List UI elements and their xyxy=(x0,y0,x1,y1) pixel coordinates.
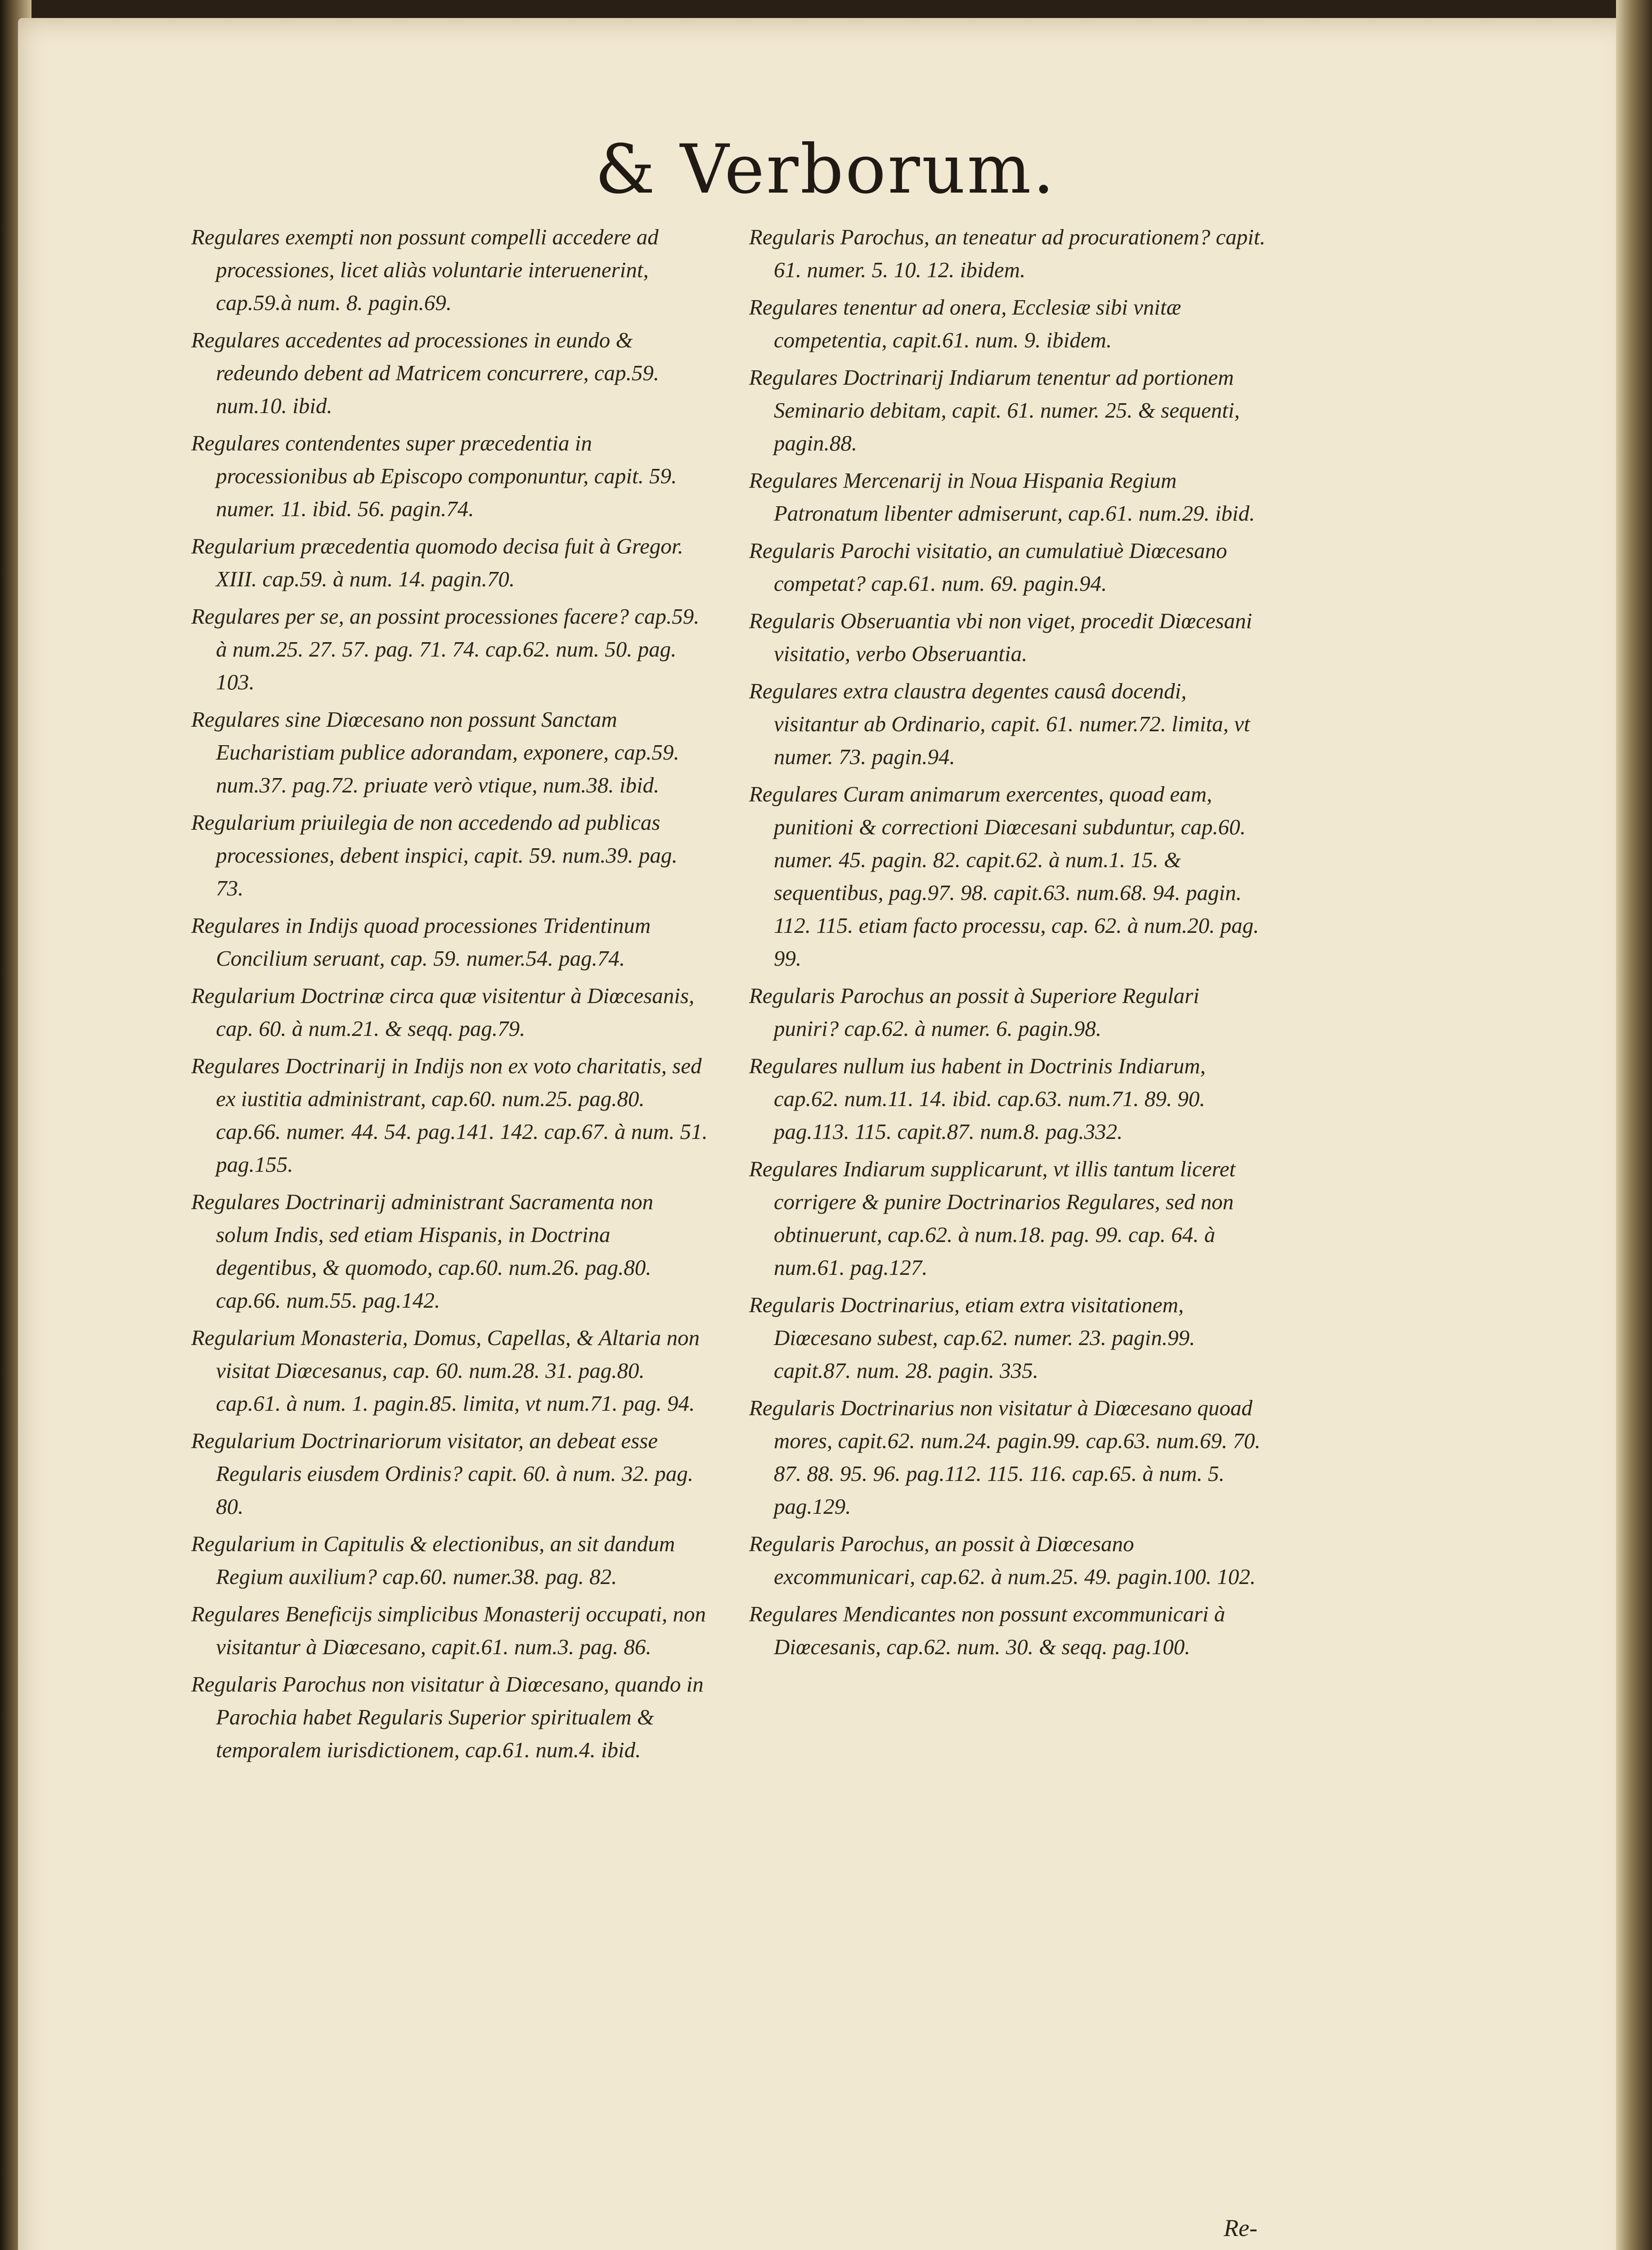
index-entry: Regularis Parochus, an teneatur ad procurationem? capit. 61. numer. 5. 10. 12. ibidem. xyxy=(749,225,1266,282)
index-entry: Regulares Doctrinarij administrant Sacramenta non solum Indis, sed etiam Hispanis, in Doctrina degentibus, & quomodo, cap.60. num.26. pag.80. cap.66. num.55. pag.142. xyxy=(191,1189,654,1313)
index-entry: Regulares Mendicantes non possunt excommunicari à Diœcesanis, cap.62. num. 30. & seqq. pag.100. xyxy=(749,1602,1226,1659)
index-entry: Regularis Parochus an possit à Superiore Regulari puniri? cap.62. à numer. 6. pagin.98. xyxy=(749,983,1199,1041)
index-entry: Regularium præcedentia quomodo decisa fuit à Gregor. XIII. cap.59. à num. 14. pagin.70. xyxy=(191,534,683,591)
index-entry: Regulares exempti non possunt compelli accedere ad processiones, licet aliàs voluntarie interuenerint, cap.59.à num. 8. pagin.69. xyxy=(191,225,659,315)
index-entry: Regulares in Indijs quoad processiones Tridentinum Concilium seruant, cap. 59. numer.54. pag.74. xyxy=(191,913,651,971)
index-entry: Regularis Parochus, an possit à Diœcesano excommunicari, cap.62. à num.25. 49. pagin.100. 102. xyxy=(749,1531,1256,1589)
index-entry: Regularium Doctrinariorum visitator, an debeat esse Regularis eiusdem Ordinis? capit. 60. à num. 32. pag. 80. xyxy=(191,1428,694,1519)
index-entry: Regularis Parochi visitatio, an cumulatiuè Diœcesano competat? cap.61. num. 69. pagin.94. xyxy=(749,538,1227,596)
index-entry: Regularium priuilegia de non accedendo ad publicas processiones, debent inspici, capit. 59. num.39. pag. 73. xyxy=(191,810,678,900)
page-edge xyxy=(1616,0,1652,2250)
catchword: Re- xyxy=(1224,2214,1257,2241)
index-column-left xyxy=(191,220,709,1771)
index-entry: Regularium in Capitulis & electionibus, an sit dandum Regium auxilium? cap.60. numer.38. pag. 82. xyxy=(191,1531,675,1589)
index-entry: Regulares per se, an possint processiones facere? cap.59. à num.25. 27. 57. pag. 71. 74. cap.62. num. 50. pag. 103. xyxy=(191,604,700,694)
index-entry: Regulares extra claustra degentes causâ docendi, visitantur ab Ordinario, capit. 61. numer.72. limita, vt numer. 73. pagin.94. xyxy=(749,679,1250,769)
index-entry: Regulares Doctrinarij in Indijs non ex voto charitatis, sed ex iustitia administrant, cap.60. num.25. pag.80. cap.66. numer. 44. 54. pag.141. 142. cap.67. à num. 51. pag.155. xyxy=(191,1053,708,1177)
index-entry: Regularium Monasteria, Domus, Capellas, & Altaria non visitat Diœcesanus, cap. 60. num.28. 31. pag.80. cap.61. à num. 1. pagin.85. limita, vt num.71. pag. 94. xyxy=(191,1325,700,1416)
index-entry: Regularis Doctrinarius non visitatur à Diœcesano quoad mores, capit.62. num.24. pagin.99. cap.63. num.69. 70. 87. 88. 95. 96. pag.112. 115. 116. cap.65. à num. 5. pag.129. xyxy=(749,1395,1261,1519)
index-entry: Regularis Doctrinarius, etiam extra visitationem, Diœcesano subest, cap.62. numer. 23. pagin.99. capit.87. num. 28. pagin. 335. xyxy=(749,1292,1195,1383)
index-entry: Regulares nullum ius habent in Doctrinis Indiarum, cap.62. num.11. 14. ibid. cap.63. num.71. 89. 90. pag.113. 115. capit.87. num.8. pag.332. xyxy=(749,1053,1206,1144)
page-title: & Verborum. xyxy=(595,130,1056,209)
index-entry: Regularium Doctrinæ circa quæ visitentur à Diœcesanis, cap. 60. à num.21. & seqq. pag.79. xyxy=(191,983,695,1041)
index-entry: Regulares Curam animarum exercentes, quoad eam, punitioni & correctioni Diœcesani subduntur, cap.60. numer. 45. pagin. 82. capit.62. à num.1. 15. & sequentibus, pag.97. 98. capit.63. num.68. 94. pagin. 112. 115. etiam facto processu, cap. 62. à num.20. pag. 99. xyxy=(749,782,1259,971)
index-column-right xyxy=(749,220,1266,1668)
index-entry: Regulares Mercenarij in Noua Hispania Regium Patronatum libenter admiserunt, cap.61. num.29. ibid. xyxy=(749,468,1255,526)
index-entry: Regulares tenentur ad onera, Ecclesiæ sibi vnitæ competentia, capit.61. num. 9. ibidem. xyxy=(749,295,1181,352)
index-entry: Regularis Obseruantia vbi non viget, procedit Diœcesani visitatio, verbo Obseruantia. xyxy=(749,608,1252,666)
index-entry: Regulares Doctrinarij Indiarum tenentur ad portionem Seminario debitam, capit. 61. numer. 25. & sequenti, pagin.88. xyxy=(749,365,1240,455)
index-entry: Regulares Indiarum supplicarunt, vt illis tantum liceret corrigere & punire Doctrinarios Regulares, sed non obtinuerunt, cap.62. à num.18. pag. 99. cap. 64. à num.61. pag.127. xyxy=(749,1156,1236,1280)
index-entry: Regulares sine Diœcesano non possunt Sanctam Eucharistiam publice adorandam, exponere, cap.59. num.37. pag.72. priuate verò vtique, num.38. ibid. xyxy=(191,707,679,797)
index-entry: Regulares Beneficijs simplicibus Monasterij occupati, non visitantur à Diœcesano, capit.61. num.3. pag. 86. xyxy=(191,1602,706,1659)
index-entry: Regulares contendentes super præcedentia in processionibus ab Episcopo componuntur, capit. 59. numer. 11. ibid. 56. pagin.74. xyxy=(191,431,677,521)
book-page xyxy=(18,18,1633,2250)
index-entry: Regularis Parochus non visitatur à Diœcesano, quando in Parochia habet Regularis Superior spiritualem & temporalem iurisdictionem, cap.61. num.4. ibid. xyxy=(191,1672,704,1762)
index-entry: Regulares accedentes ad processiones in eundo & redeundo debent ad Matricem concurrere, cap.59. num.10. ibid. xyxy=(191,328,660,418)
